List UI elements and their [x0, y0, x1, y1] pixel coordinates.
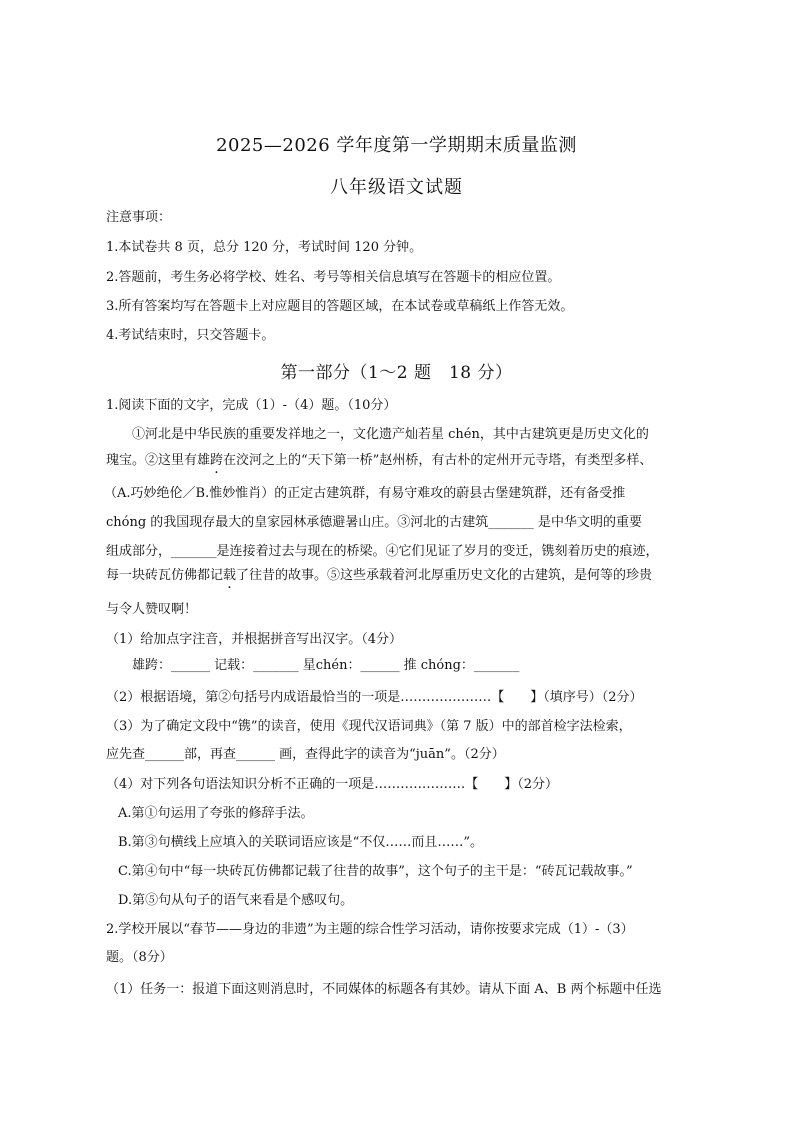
passage-line: 与令人赞叹啊！: [106, 602, 198, 617]
sub-question-2: （2）根据语境，第②句括号内成语最恰当的一项是…………………【 】（填序号）（2分）: [106, 690, 643, 705]
dotted-char: 跨: [210, 453, 224, 468]
passage-line: （A.巧妙绝伦／B.惟妙惟肖）的正定古建筑群，有易守难攻的蔚县古堡建筑群，还有备受推: [104, 486, 626, 501]
question-1-stem: 1.阅读下面的文字，完成（1）-（4）题。（10分）: [106, 398, 397, 413]
question-2-sub-1: （1）任务一：报道下面这则消息时，不同媒体的标题各有其妙。请从下面 A、B 两个标题中任选: [106, 982, 662, 997]
option-b: B.第③句横线上应填入的关联词语应该是“不仅……而且……”。: [118, 835, 483, 850]
passage-line: ①河北是中华民族的重要发祥地之一，文化遗产灿若星 chén，其中古建筑更是历史文化的: [132, 427, 649, 442]
notice-item: 1.本试卷共 8 页，总分 120 分，考试时间 120 分钟。: [106, 240, 423, 255]
passage-line: 瑰宝。②这里有雄跨在洨河之上的“天下第一桥”赵州桥，有古朴的定州开元寺塔，有类型多样、: [106, 451, 652, 471]
question-2-stem: 2.学校开展以“春节——身边的非遗”为主题的综合性学习活动，请你按要求完成（1）-（3）: [106, 922, 634, 937]
sub-question-3-cont: 应先查______部，再查______ 画，查得此字的读音为“juān”。（2分）: [106, 747, 505, 762]
sub-question-3: （3）为了确定文段中“镌”的读音，使用《现代汉语词典》（第 7 版）中的部首检字法检索，: [106, 719, 632, 734]
sub-question-1: （1）给加点字注音，并根据拼音写出汉字。（4分）: [106, 632, 403, 647]
notice-heading: 注意事项：: [106, 210, 172, 225]
passage-line: 组成部分，_______是连接着过去与现在的桥梁。④它们见证了岁月的变迁，镌刻着历史的痕迹，: [106, 544, 659, 559]
passage-line: chóng 的我国现存最大的皇家园林承德避暑山庄。③河北的古建筑_______ 是中华文明的重要: [106, 515, 642, 530]
notice-item: 2.答题前，考生务必将学校、姓名、考号等相关信息填写在答题卡的相应位置。: [106, 270, 561, 285]
part-heading: 第一部分（1～2 题 18 分）: [280, 363, 513, 383]
passage-line: 每一块砖瓦仿佛都记载了往昔的故事。⑤这些承载着河北厚重历史文化的古建筑，是何等的珍贵: [106, 566, 652, 586]
exam-subtitle: 八年级语文试题: [330, 177, 463, 198]
answer-blanks: 雄跨：______ 记载：_______ 星chén：______ 推 chóng：_______: [132, 658, 520, 673]
option-a: A.第①句运用了夸张的修辞手法。: [118, 806, 314, 821]
exam-title: 2025—2026 学年度第一学期期末质量监测: [216, 135, 577, 156]
dotted-char: 载: [223, 568, 237, 583]
option-c: C.第④句中“每一块砖瓦仿佛都记载了往昔的故事”，这个句子的主干是：“砖瓦记载故事。”: [118, 864, 633, 879]
sub-question-4: （4）对下列各句语法知识分析不正确的一项是…………………【 】（2分）: [106, 777, 559, 792]
question-2-stem-cont: 题。（8分）: [106, 950, 173, 965]
option-d: D.第⑤句从句子的语气来看是个感叹句。: [118, 893, 354, 908]
notice-item: 3.所有答案均写在答题卡上对应题目的答题区域，在本试卷或草稿纸上作答无效。: [106, 299, 574, 314]
notice-item: 4.考试结束时，只交答题卡。: [106, 328, 275, 343]
